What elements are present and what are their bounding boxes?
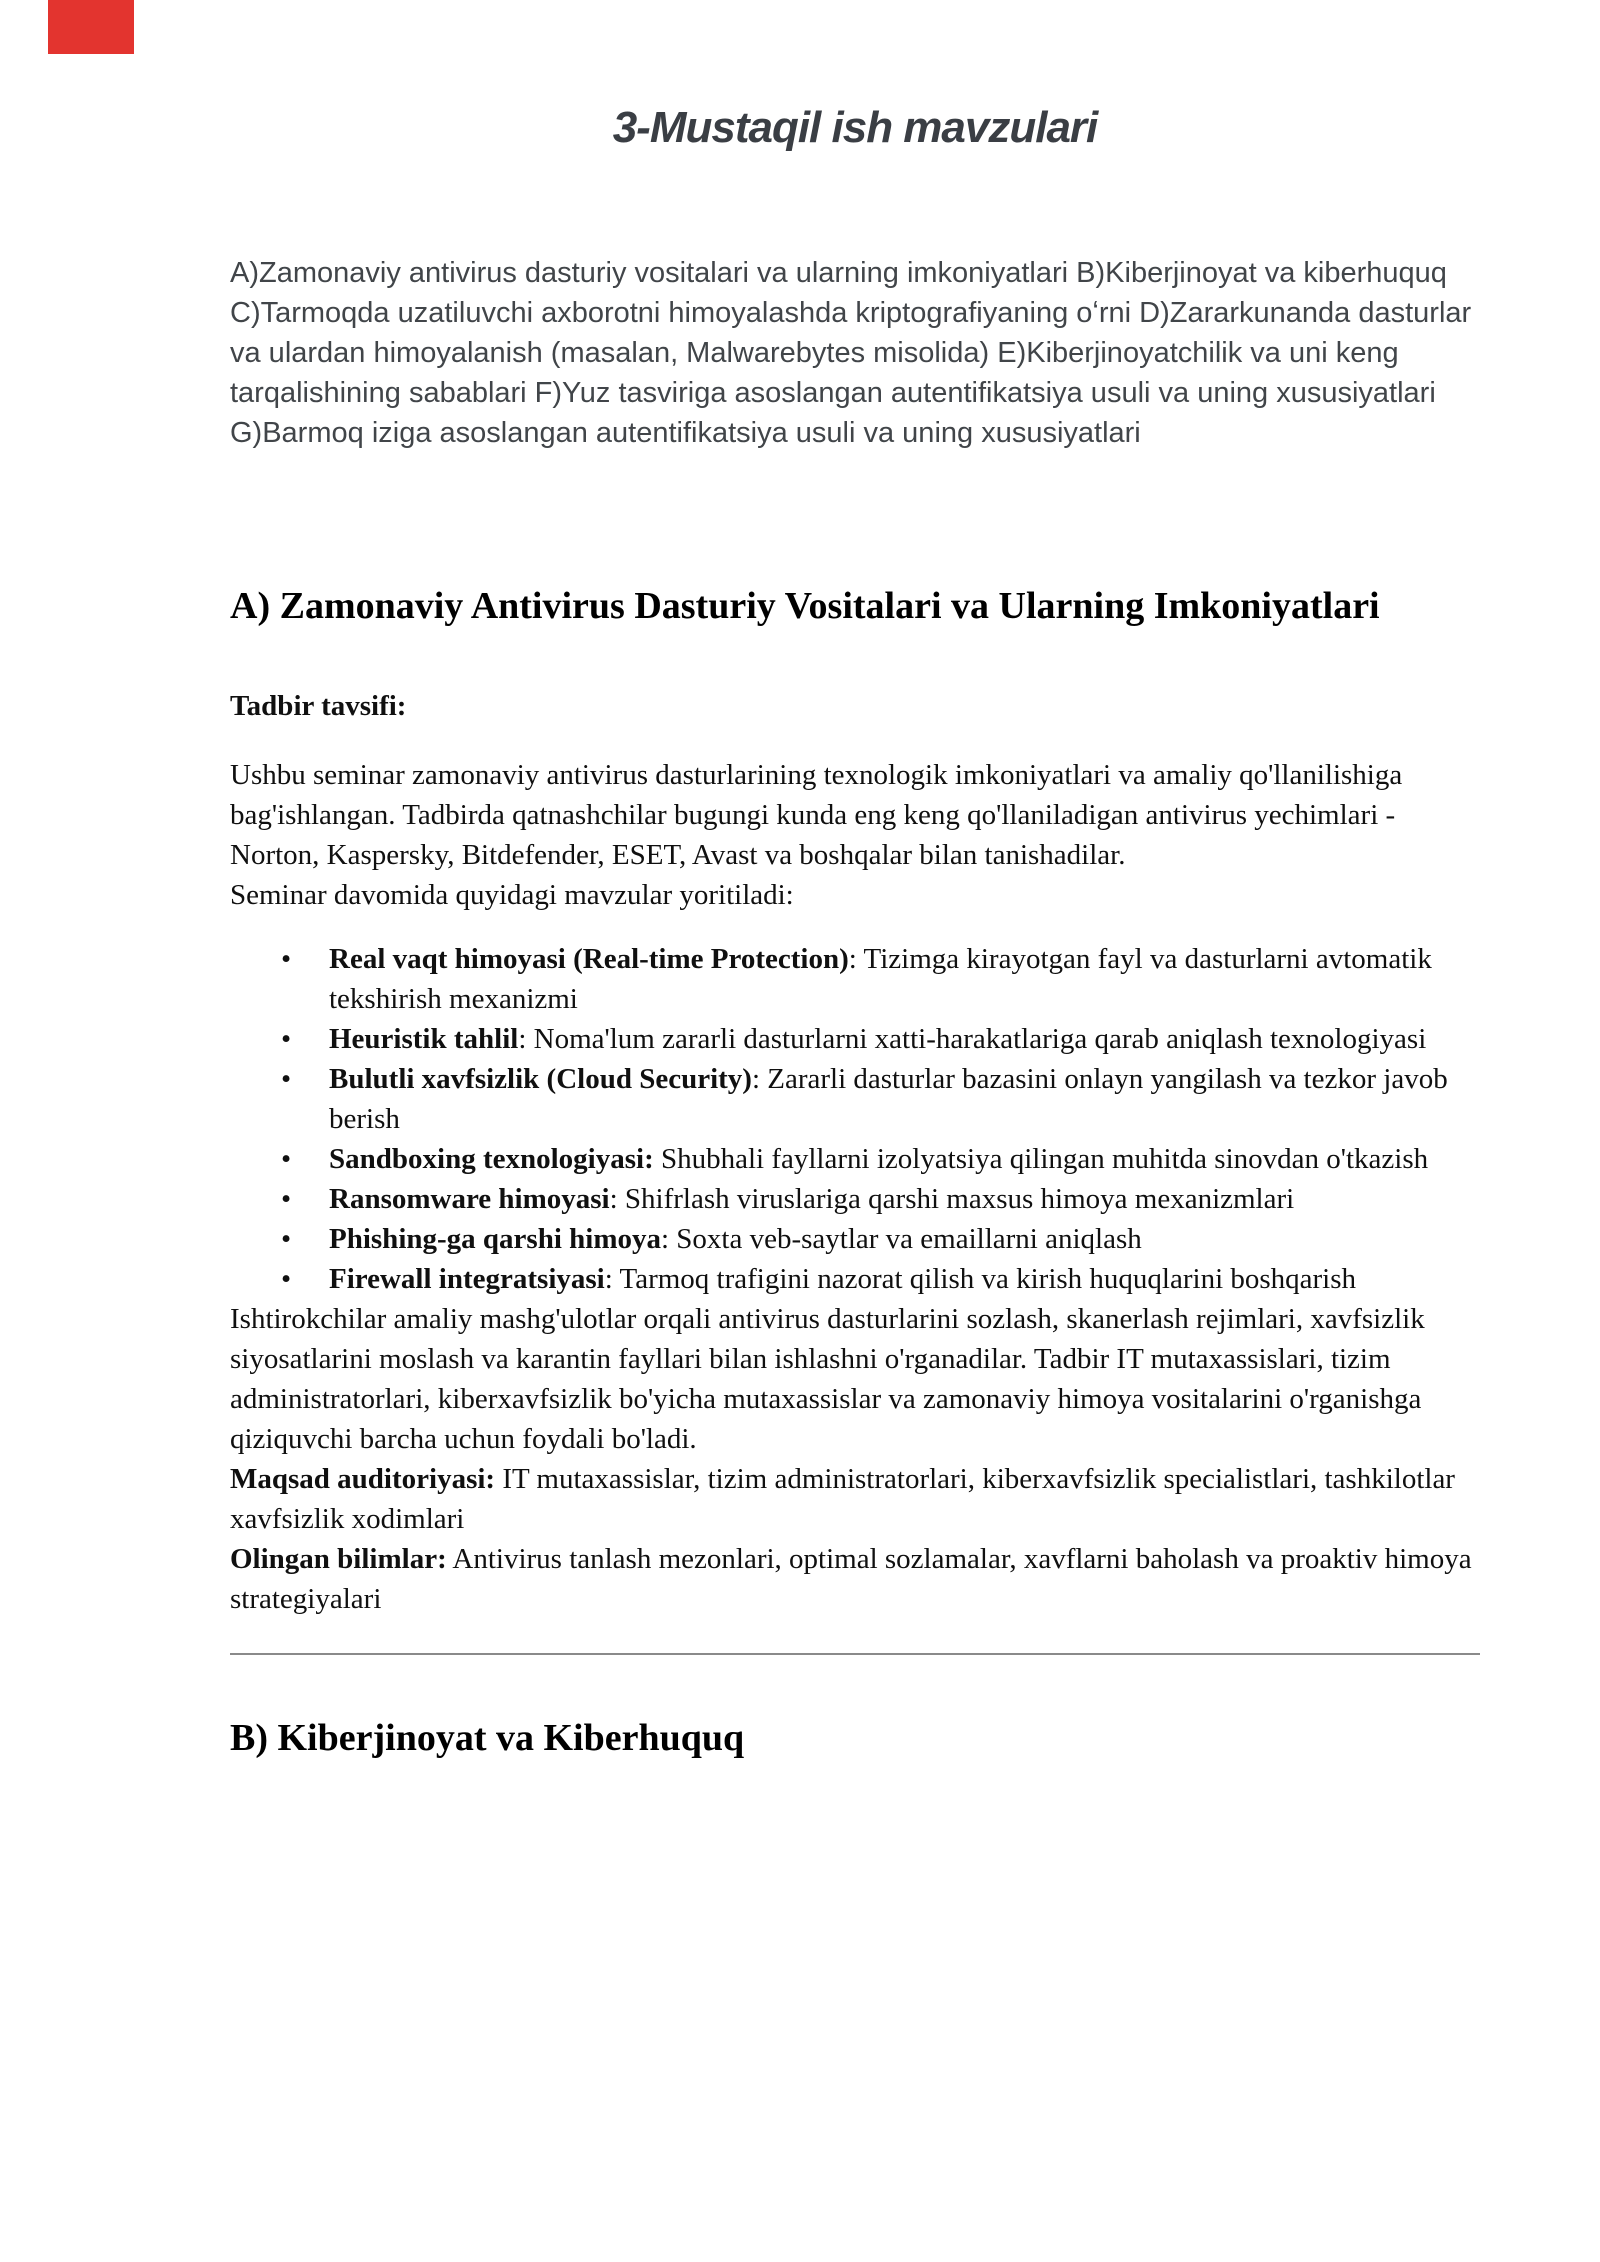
list-item (230, 1059, 1480, 1139)
bullet-text: : Tizimga kirayotgan fayl va dasturlarni avtomatik tekshirish mexanizmi (329, 943, 1432, 1016)
section-divider (230, 1653, 1480, 1655)
bullet-text: : Shifrlash viruslariga qarshi maxsus himoya mexanizmlari (609, 1183, 1295, 1216)
section-b-heading: B) Kiberjinoyat va Kiberhuquq (230, 1717, 745, 1760)
list-item (230, 1219, 1480, 1259)
section-a-paragraph-1: Ushbu seminar zamonaviy antivirus dasturlarining texnologik imkoniyatlari va amaliy qo'llanilishiga bag'ishlangan. Tadbirda qatnashchilar bugungi kunda eng keng qo'llaniladigan antivirus yechimlari - Norton, Kaspersky, Bitdefender, ESET, Avast va boshqalar bilan tanishadilar. (230, 759, 1403, 872)
list-item (230, 1139, 1480, 1179)
bullet-text: : Tarmoq trafigini nazorat qilish va kirish huquqlarini boshqarish (604, 1263, 1357, 1296)
knowledge-paragraph (230, 1539, 1480, 1619)
bullet-text: : Noma'lum zararli dasturlarni xatti-harakatlariga qarab aniqlash texnologiyasi (518, 1023, 1427, 1056)
bullet-lead: Bulutli xavfsizlik (Cloud Security) (329, 1063, 752, 1096)
bullet-text: : Zararli dasturlar bazasini onlayn yangilash va tezkor javob berish (329, 1063, 1448, 1136)
red-corner-marker (48, 0, 134, 54)
bullet-lead: Firewall integratsiyasi (329, 1263, 605, 1296)
intro-paragraph: A)Zamonaviy antivirus dasturiy vositalari va ularning imkoniyatlari B)Kiberjinoyat va kiberhuquq C)Tarmoqda uzatiluvchi axborotni himoyalashda kriptografiyaning oʻrni D)Zararkunanda dasturlar va ulardan himoyalanish (masalan, Malwarebytes misolida) E)Kiberjinoyatchilik va uni keng tarqalishining sabablari F)Yuz tasviriga asoslangan autentifikatsiya usuli va uning xususiyatlari G)Barmoq iziga asoslangan autentifikatsiya usuli va uning xususiyatlari (230, 256, 1472, 449)
section-a-paragraph-3: Ishtirokchilar amaliy mashg'ulotlar orqali antivirus dasturlarini sozlash, skanerlash rejimlari, xavfsizlik siyosatlarini moslash va karantin fayllari bilan ishlashni o'rganadilar. Tadbir IT mutaxassislari, tizim administratorlari, kiberxavfsizlik bo'yicha mutaxassislar va zamonaviy himoya vositalarini o'rganishga qiziquvchi barcha uchun foydali bo'ladi. (230, 1303, 1425, 1456)
page-title: 3-Mustaqil ish mavzulari (612, 103, 1098, 152)
document-content (230, 0, 1480, 1764)
bullet-text: Shubhali fayllarni izolyatsiya qilingan muhitda sinovdan o'tkazish (653, 1143, 1429, 1176)
section-a-paragraph-2: Seminar davomida quyidagi mavzular yoritiladi: (230, 879, 794, 912)
bullet-lead: Sandboxing texnologiyasi: (329, 1143, 654, 1176)
section-a-subheading: Tadbir tavsifi: (230, 690, 407, 723)
bullet-lead: Phishing-ga qarshi himoya (329, 1223, 661, 1256)
knowledge-text: Antivirus tanlash mezonlari, optimal sozlamalar, xavflarni baholash va proaktiv himoya strategiyalari (230, 1543, 1472, 1616)
bullet-text: : Soxta veb-saytlar va emaillarni aniqlash (660, 1223, 1142, 1256)
bullet-lead: Real vaqt himoyasi (Real-time Protection) (329, 943, 849, 976)
section-a-heading: A) Zamonaviy Antivirus Dasturiy Vositalari va Ularning Imkoniyatlari (230, 584, 1380, 627)
audience-paragraph (230, 1459, 1480, 1539)
list-item (230, 1019, 1480, 1059)
list-item (230, 1179, 1480, 1219)
bullet-lead: Ransomware himoyasi (329, 1183, 610, 1216)
list-item (230, 1259, 1480, 1299)
knowledge-label: Olingan bilimlar: (230, 1543, 447, 1576)
audience-label: Maqsad auditoriyasi: (230, 1463, 496, 1496)
list-item (230, 939, 1480, 1019)
bullet-lead: Heuristik tahlil (329, 1023, 519, 1056)
audience-text: IT mutaxassislar, tizim administratorlari, kiberxavfsizlik specialistlari, tashkilotlar xavfsizlik xodimlari (230, 1463, 1455, 1536)
topic-list (230, 939, 1480, 1299)
